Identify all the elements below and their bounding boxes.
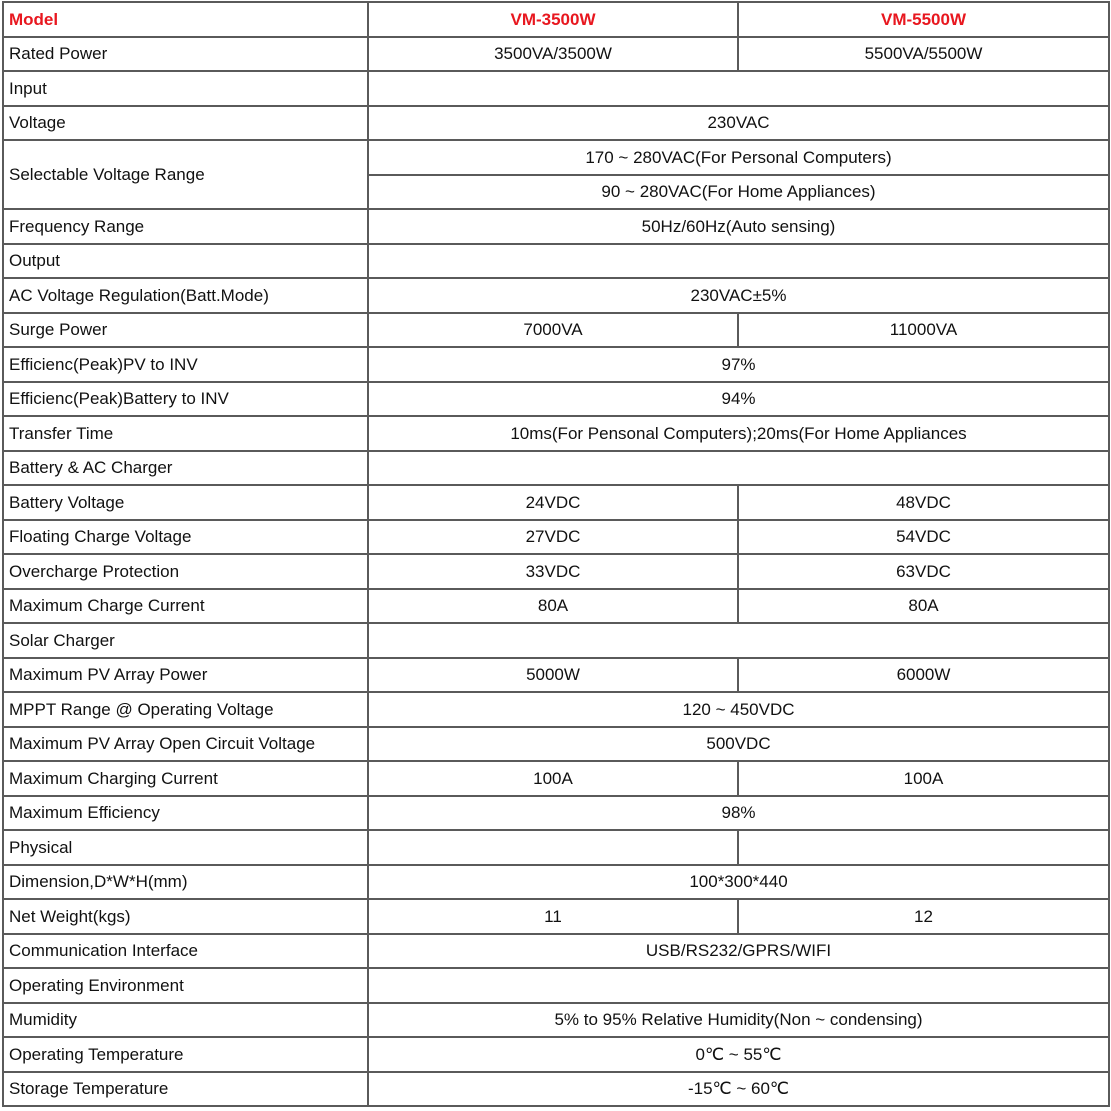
table-row [3, 554, 1109, 589]
table-row [3, 1003, 1109, 1038]
row-label: Maximum PV Array Power [3, 658, 368, 693]
spec-table [2, 1, 1110, 1107]
row-value-shared: 120 ~ 450VDC [368, 692, 1109, 727]
row-label: Storage Temperature [3, 1072, 368, 1107]
table-row [3, 658, 1109, 693]
section-row [3, 71, 1109, 106]
row-value-model-1: 5000W [368, 658, 738, 693]
spec-sheet [2, 1, 1108, 1107]
empty-cell [368, 71, 1109, 106]
row-label: Selectable Voltage Range [3, 140, 368, 209]
row-label: Floating Charge Voltage [3, 520, 368, 555]
empty-cell [368, 830, 738, 865]
row-label: Communication Interface [3, 934, 368, 969]
row-label: Voltage [3, 106, 368, 141]
row-value-shared: 90 ~ 280VAC(For Home Appliances) [368, 175, 1109, 210]
row-value-model-1: 33VDC [368, 554, 738, 589]
table-row [3, 796, 1109, 831]
table-row [3, 209, 1109, 244]
row-value-shared: 500VDC [368, 727, 1109, 762]
row-value-model-2: 12 [738, 899, 1109, 934]
row-value-model-1: 7000VA [368, 313, 738, 348]
row-value-model-1: 100A [368, 761, 738, 796]
table-row [3, 1072, 1109, 1107]
table-row [3, 865, 1109, 900]
row-value-shared: 230VAC±5% [368, 278, 1109, 313]
row-label: Rated Power [3, 37, 368, 72]
model-name-1: VM-3500W [368, 2, 738, 37]
row-value-shared: 97% [368, 347, 1109, 382]
section-row [3, 968, 1109, 1003]
row-value-model-1: 24VDC [368, 485, 738, 520]
table-row [3, 727, 1109, 762]
section-row [3, 244, 1109, 279]
table-row [3, 485, 1109, 520]
row-value-model-1: 80A [368, 589, 738, 624]
section-label: Output [3, 244, 368, 279]
row-label: Maximum Efficiency [3, 796, 368, 831]
model-name-2: VM-5500W [738, 2, 1109, 37]
row-label: Efficienc(Peak)PV to INV [3, 347, 368, 382]
header-label: Model [3, 2, 368, 37]
row-value-shared: 10ms(For Pensonal Computers);20ms(For Home Appliances [368, 416, 1109, 451]
row-value-shared: 0℃ ~ 55℃ [368, 1037, 1109, 1072]
row-label: Efficienc(Peak)Battery to INV [3, 382, 368, 417]
table-row [3, 140, 1109, 175]
row-label: AC Voltage Regulation(Batt.Mode) [3, 278, 368, 313]
row-value-model-2: 6000W [738, 658, 1109, 693]
row-label: Surge Power [3, 313, 368, 348]
row-value-shared: -15℃ ~ 60℃ [368, 1072, 1109, 1107]
row-label: Net Weight(kgs) [3, 899, 368, 934]
row-label: Overcharge Protection [3, 554, 368, 589]
row-label: Mumidity [3, 1003, 368, 1038]
row-value-shared: 50Hz/60Hz(Auto sensing) [368, 209, 1109, 244]
table-row [3, 761, 1109, 796]
row-value-model-1: 3500VA/3500W [368, 37, 738, 72]
row-label: Frequency Range [3, 209, 368, 244]
row-value-model-2: 11000VA [738, 313, 1109, 348]
row-value-model-2: 100A [738, 761, 1109, 796]
table-row [3, 899, 1109, 934]
row-value-model-2: 54VDC [738, 520, 1109, 555]
row-value-model-2: 63VDC [738, 554, 1109, 589]
table-row [3, 520, 1109, 555]
row-label: Transfer Time [3, 416, 368, 451]
row-label: Maximum Charging Current [3, 761, 368, 796]
row-value-model-1: 27VDC [368, 520, 738, 555]
section-label: Battery & AC Charger [3, 451, 368, 486]
section-row [3, 451, 1109, 486]
row-value-model-1: 11 [368, 899, 738, 934]
row-value-shared: 94% [368, 382, 1109, 417]
row-label: Maximum Charge Current [3, 589, 368, 624]
row-value-shared: 230VAC [368, 106, 1109, 141]
section-label: Operating Environment [3, 968, 368, 1003]
table-row-header [3, 2, 1109, 37]
section-row [3, 830, 1109, 865]
row-label: Maximum PV Array Open Circuit Voltage [3, 727, 368, 762]
table-row [3, 1037, 1109, 1072]
row-value-model-2: 48VDC [738, 485, 1109, 520]
empty-cell [368, 244, 1109, 279]
row-label: MPPT Range @ Operating Voltage [3, 692, 368, 727]
row-value-shared: 170 ~ 280VAC(For Personal Computers) [368, 140, 1109, 175]
row-value-shared: 100*300*440 [368, 865, 1109, 900]
section-label: Input [3, 71, 368, 106]
empty-cell [368, 968, 1109, 1003]
row-value-shared: 5% to 95% Relative Humidity(Non ~ condensing) [368, 1003, 1109, 1038]
row-value-model-2: 80A [738, 589, 1109, 624]
row-value-shared: USB/RS232/GPRS/WIFI [368, 934, 1109, 969]
table-row [3, 382, 1109, 417]
row-value-shared: 98% [368, 796, 1109, 831]
row-label: Operating Temperature [3, 1037, 368, 1072]
table-row [3, 278, 1109, 313]
table-row [3, 934, 1109, 969]
table-row [3, 347, 1109, 382]
table-row [3, 692, 1109, 727]
row-value-model-2: 5500VA/5500W [738, 37, 1109, 72]
row-label: Battery Voltage [3, 485, 368, 520]
empty-cell [368, 451, 1109, 486]
section-row [3, 623, 1109, 658]
table-row [3, 106, 1109, 141]
table-row [3, 37, 1109, 72]
section-label: Solar Charger [3, 623, 368, 658]
table-row [3, 416, 1109, 451]
table-row [3, 313, 1109, 348]
section-label: Physical [3, 830, 368, 865]
empty-cell [738, 830, 1109, 865]
empty-cell [368, 623, 1109, 658]
table-row [3, 589, 1109, 624]
row-label: Dimension,D*W*H(mm) [3, 865, 368, 900]
